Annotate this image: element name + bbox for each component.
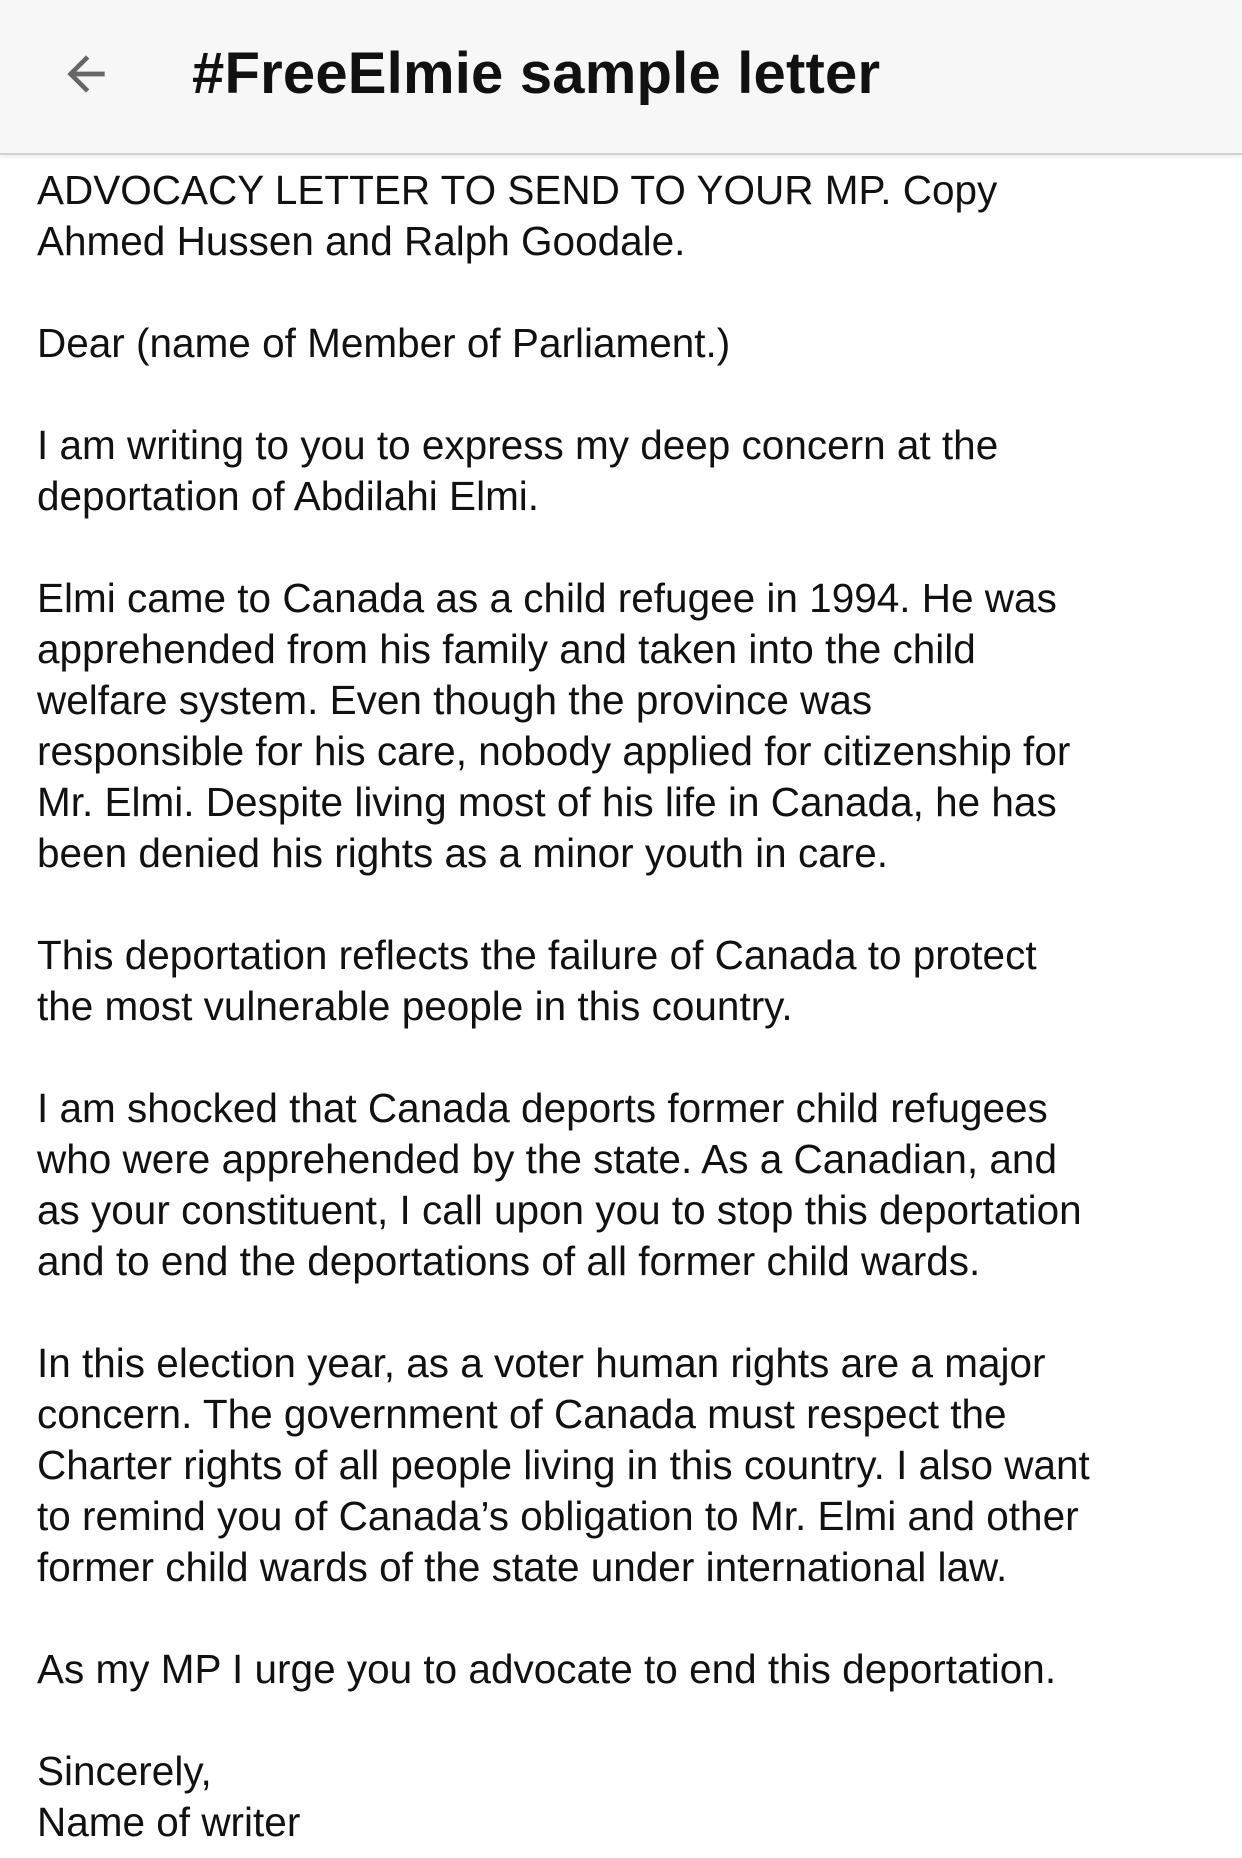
letter-salutation: Dear (name of Member of Parliament.): [37, 320, 731, 366]
letter-paragraph-1: I am writing to you to express my deep concern at the deportation of Abdilahi Elmi.: [37, 422, 999, 519]
back-button[interactable]: [44, 36, 128, 112]
letter-paragraph-3: This deportation reflects the failure of Canada to protect the most vulnerable people in this country.: [37, 932, 1037, 1029]
letter-paragraph-5: In this election year, as a voter human rights are a major concern. The government of Canada must respect the Charter rights of all people living in this country. I also want to remind you of Canada’s obligation to Mr. Elmi and other former child wards of the state under international law.: [37, 1340, 1090, 1590]
letter-intro: ADVOCACY LETTER TO SEND TO YOUR MP. Copy Ahmed Hussen and Ralph Goodale.: [37, 167, 998, 264]
arrow-left-icon: [58, 46, 114, 102]
letter-body: [37, 165, 1217, 1848]
letter-paragraph-4: I am shocked that Canada deports former child refugees who were apprehended by the state. As a Canadian, and as your constituent, I call upon you to stop this deportation and to end the deportations of all former child wards.: [37, 1085, 1082, 1284]
letter-paragraph-6: As my MP I urge you to advocate to end this deportation.: [37, 1646, 1057, 1692]
app-bar: [0, 0, 1242, 155]
letter-paragraph-2: Elmi came to Canada as a child refugee in 1994. He was apprehended from his family and taken into the child welfare system. Even though the province was responsible for his care, nobody applied for citizenship for Mr. Elmi. Despite living most of his life in Canada, he has been denied his rights as a minor youth in care.: [37, 575, 1071, 876]
letter-closing: Sincerely, Name of writer: [37, 1748, 301, 1845]
page-title: #FreeElmie sample letter: [192, 41, 881, 106]
